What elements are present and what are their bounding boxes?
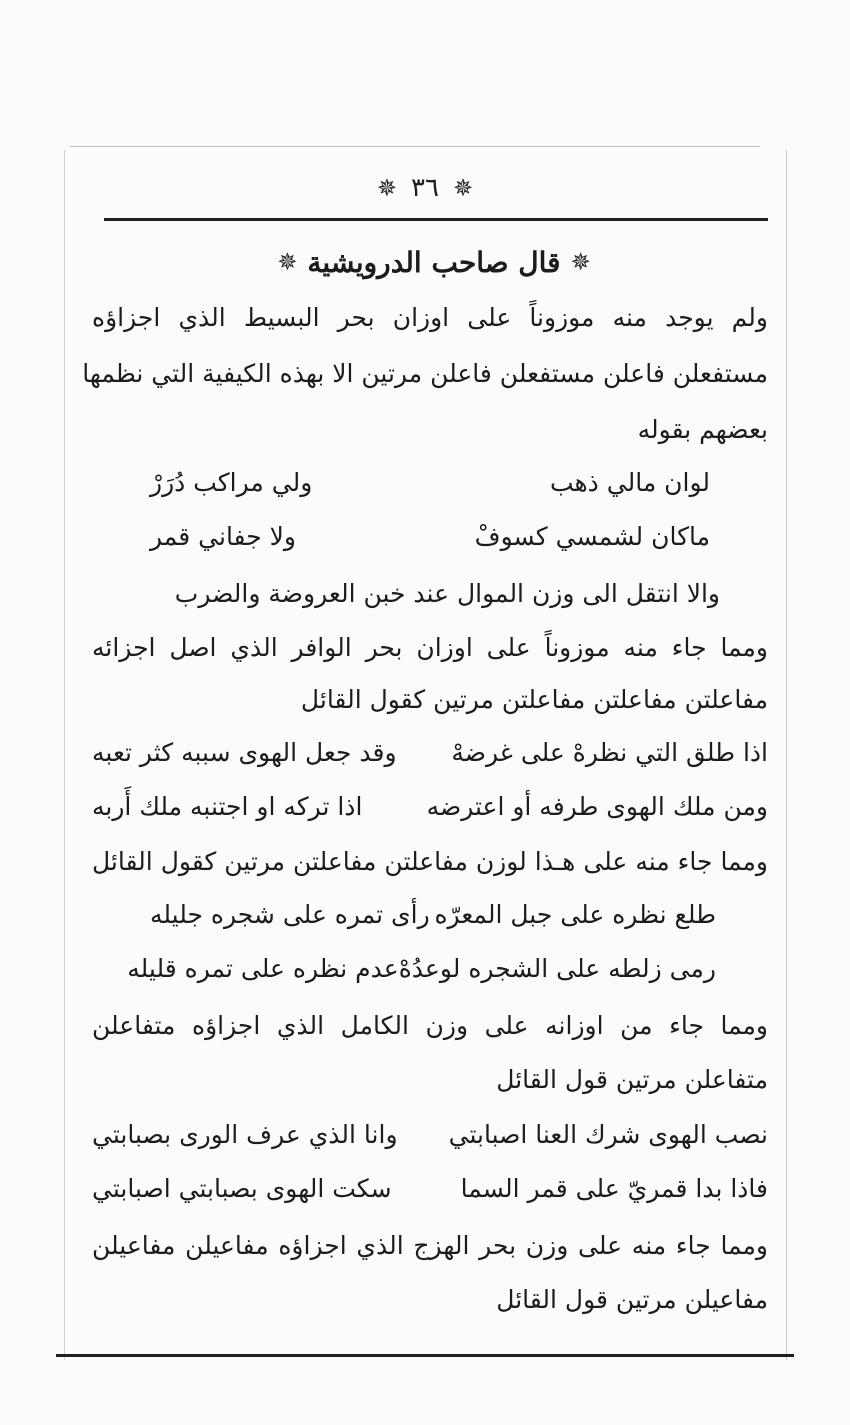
verse-first-hemistich: رمى زلطه على الشجره لوعدُهْ <box>398 954 716 983</box>
ornament-icon: ✵ <box>570 248 591 276</box>
verse-first-hemistich: نصب الهوى شرك العنا اصبابتي <box>448 1120 768 1149</box>
verse-first-hemistich: اذا طلق التي نظرهْ على غرضهْ <box>451 738 768 767</box>
verse-second-hemistich: ولا جفاني قمر <box>150 522 296 551</box>
section-title-text: قال صاحب الدرويشية <box>307 245 561 279</box>
ornament-icon: ✵ <box>376 174 398 202</box>
verse-first-hemistich: ومن ملك الهوى طرفه أو اعترضه <box>426 792 768 821</box>
text-line: متفاعلن مرتين قول القائل <box>496 1065 768 1094</box>
section-title <box>100 240 768 284</box>
scan-edge-left <box>64 150 65 1360</box>
page-number: ٣٦ <box>411 173 439 203</box>
scan-edge-right <box>786 150 787 1360</box>
verse-second-hemistich: عدم نظره على تمره قليله <box>127 954 399 983</box>
text-line: ومما جاء منه موزوناً على اوزان بحر الوافر الذي اصل اجزائه <box>92 633 768 662</box>
text-line: والا انتقل الى وزن الموال عند خبن العروضة والضرب <box>174 579 720 608</box>
verse-second-hemistich: اذا تركه او اجتنبه ملك أَربه <box>92 792 363 821</box>
verse-second-hemistich: وانا الذي عرف الورى بصبابتي <box>92 1120 398 1149</box>
verse-first-hemistich: لوان مالي ذهب <box>549 468 710 497</box>
footer-rule <box>56 1354 794 1357</box>
text-line: ومما جاء من اوزانه على وزن الكامل الذي اجزاؤه متفاعلن <box>92 1011 768 1040</box>
verse-line <box>92 790 768 824</box>
header-rule <box>104 218 768 221</box>
verse-line <box>92 1172 768 1206</box>
verse-line <box>127 952 716 986</box>
text-line: ومما جاء منه على هـذا لوزن مفاعلتن مفاعلتن مرتين كقول القائل <box>92 847 768 876</box>
text-line: ولم يوجد منه موزوناً على اوزان بحر البسيط الذي اجزاؤه <box>92 303 768 332</box>
verse-line <box>92 1118 768 1152</box>
text-line: مفاعيلن مرتين قول القائل <box>496 1285 768 1314</box>
verse-second-hemistich: وقد جعل الهوى سببه كثر تعبه <box>92 738 397 767</box>
scan-edge-top <box>70 146 760 147</box>
verse-second-hemistich: ولي مراكب دُرَرْ <box>150 468 313 497</box>
text-line: ومما جاء منه على وزن بحر الهزج الذي اجزاؤه مفاعيلن مفاعيلن <box>92 1231 768 1260</box>
ornament-icon: ✵ <box>277 248 298 276</box>
text-line: مستفعلن فاعلن مستفعلن فاعلن مرتين الا بهذه الكيفية التي نظمها <box>82 359 768 388</box>
page-header <box>100 168 750 208</box>
verse-first-hemistich: فاذا بدا قمريّ على قمر السما <box>460 1174 768 1203</box>
text-line: بعضهم بقوله <box>637 415 768 444</box>
verse-line <box>92 736 768 770</box>
verse-line <box>150 466 710 500</box>
verse-first-hemistich: طلع نظره على جبل المعرّه <box>434 900 716 929</box>
verse-second-hemistich: سكت الهوى بصبابتي اصبابتي <box>92 1174 392 1203</box>
text-line: مفاعلتن مفاعلتن مفاعلتن مرتين كقول القائل <box>300 685 768 714</box>
verse-first-hemistich: ماكان لشمسي كسوفْ <box>474 522 710 551</box>
verse-line <box>150 898 716 932</box>
verse-second-hemistich: رأى تمره على شجره جليله <box>150 900 430 929</box>
ornament-icon: ✵ <box>452 174 474 202</box>
verse-line <box>150 520 710 554</box>
